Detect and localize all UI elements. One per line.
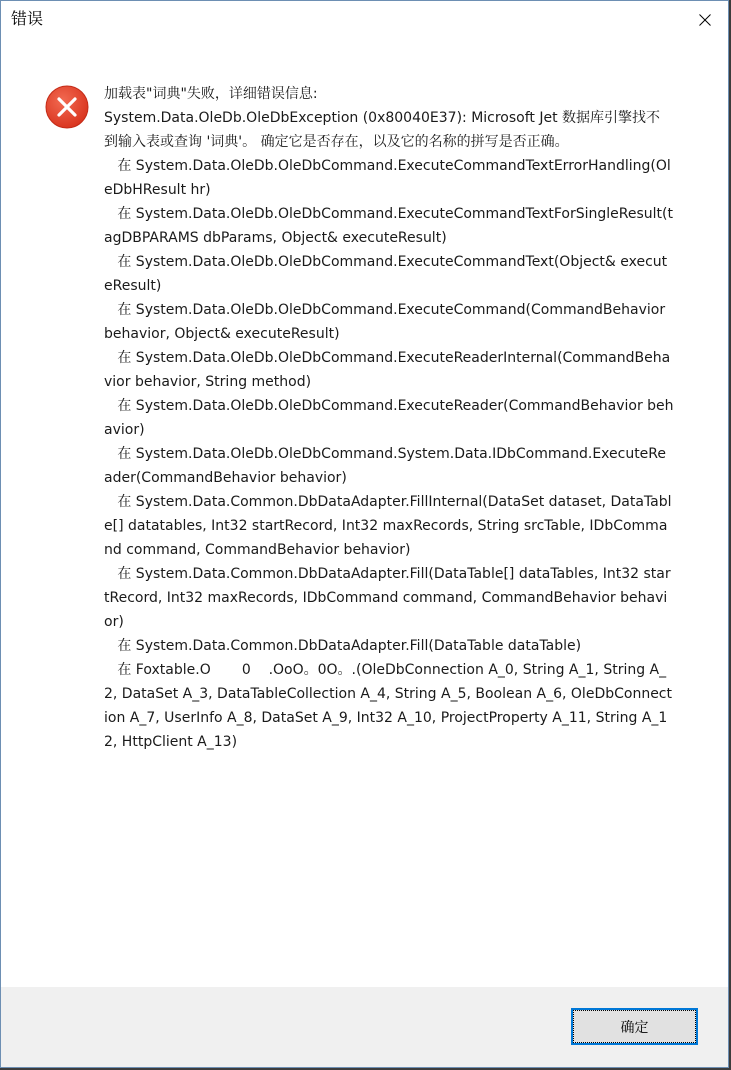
error-message: 加载表"词典"失败，详细错误信息: System.Data.OleDb.OleDbException (0x80040E37): Microsoft Jet 数据库引擎找不到输入表或查询 '词典'。 确定它是否存在，以及它的名称的拼写是否正确。 在 System.Data.OleDb.OleDbCommand.ExecuteCommandTextErrorHandling(OleDbHResult hr) 在 System.Data.OleDb.OleDbCommand.ExecuteCommandTextForSingleResult(tagDBPARAMS dbParams, Object& executeResult) 在 System.Data.OleDb.OleDbCommand.ExecuteCommandText(Object& executeResult) 在 System.Data.OleDb.OleDbCommand.ExecuteCommand(CommandBehavior behavior, Object& executeResult) 在 System.Data.OleDb.OleDbCommand.ExecuteReaderInternal(CommandBehavior behavior, String method) 在 System.Data.OleDb.OleDbCommand.ExecuteReader(CommandBehavior behavior) 在 System.Data.OleDb.OleDbCommand.System.Data.IDbCommand.ExecuteReader(CommandBehavior behavior) 在 System.Data.Common.DbDataAdapter.FillInternal(DataSet dataset, DataTable[] datatables, Int32 startRecord, Int32 maxRecords, String srcTable, IDbCommand command, CommandBehavior behavior) 在 System.Data.Common.DbDataAdapter.Fill(DataTable[] dataTables, Int32 startRecord, Int32 maxRecords, IDbCommand command, CommandBehavior behavior) 在 System.Data.Common.DbDataAdapter.Fill(DataTable dataTable) 在 Foxtable.O 0 .OoO。0O。.(OleDbConnection A_0, String A_1, String A_2, DataSet A_3, DataTableCollection A_4, String A_5, Boolean A_6, OleDbConnection A_7, UserInfo A_8, DataSet A_9, Int32 A_10, ProjectProperty A_11, String A_12, HttpClient A_13) <box>104 86 674 750</box>
ok-button-label: 确定 <box>573 1010 696 1043</box>
close-button[interactable] <box>682 1 728 38</box>
dialog-content <box>1 38 728 987</box>
dialog-footer <box>1 987 728 1068</box>
ok-button[interactable] <box>571 1008 698 1045</box>
window-title: 错误 <box>11 9 44 28</box>
error-icon <box>45 85 89 129</box>
title-bar <box>1 1 728 38</box>
close-icon <box>699 14 711 26</box>
